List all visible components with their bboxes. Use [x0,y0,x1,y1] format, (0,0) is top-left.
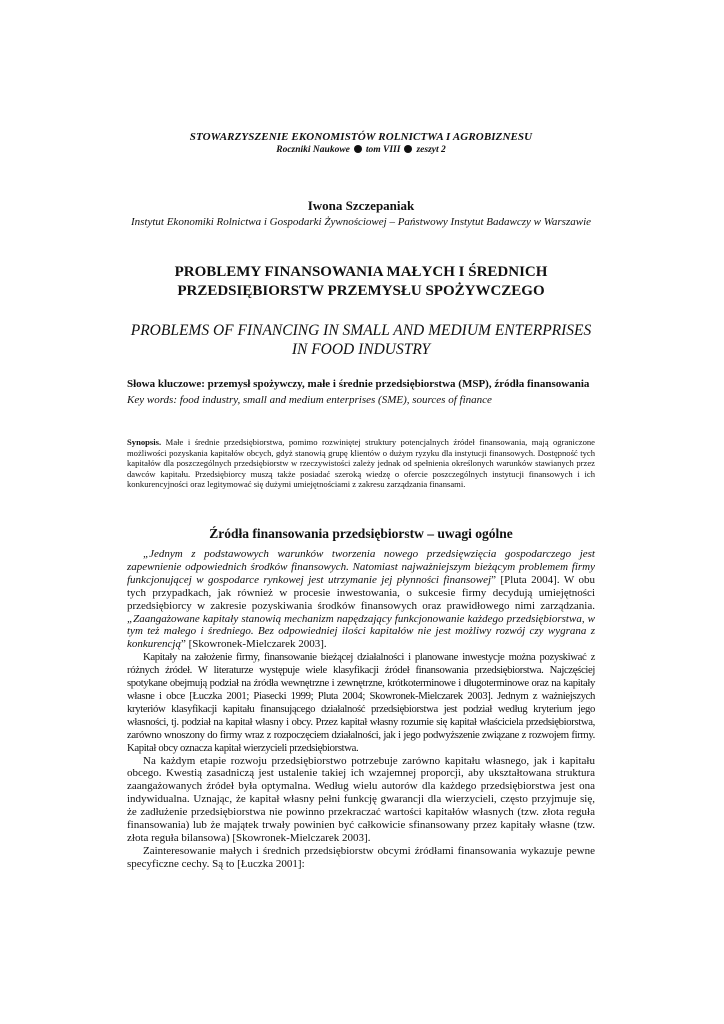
volume: tom VIII [365,145,401,155]
bullet-icon [354,145,362,153]
association-name: STOWARZYSZENIE EKONOMISTÓW ROLNICTWA I AGROBIZNESU [189,131,533,143]
synopsis [127,437,595,490]
bullet-icon [404,145,412,153]
journal-info [127,145,595,155]
paragraph-1-end: ” [Skowronek-Mielczarek 2003]. [180,638,327,651]
keywords-english: Key words: food industry, small and medium enterprises (SME), sources of finance [127,394,492,406]
quote-2: „Zaangażowane kapitały stanowią mechanizm napędzający funkcjonowanie każdego przedsiębiorstwa, w tym też małego i średniego. Bez odpowiedniej ilości kapitałów nie jest możliwy rozwój czy wygrana z konkurencją [127,612,595,651]
keywords [127,378,595,407]
paragraph-1 [127,548,595,651]
title-polish: PROBLEMY FINANSOWANIA MAŁYCH I ŚREDNICH PRZEDSIĘBIORSTW PRZEMYSŁU SPOŻYWCZEGO [174,264,548,299]
author-name: Iwona Szczepaniak [307,198,415,213]
synopsis-label: Synopsis. [127,437,162,447]
keywords-polish: Słowa kluczowe: przemysł spożywczy, małe i średnie przedsiębiorstwa (MSP), źródła finansowania [127,378,590,390]
paragraph-1-text: ” [Pluta 2004]. W obu tych przypadkach, jak również w procesie inwestowania, o sukcesie firmy decydują umiejętności przedsiębiorcy w zakresie pozyskiwania środków finansowych oraz prawidłowego nimi zarządzania. [127,573,595,612]
synopsis-text: Małe i średnie przedsiębiorstwa, pomimo rozwiniętej struktury potencjalnych źródeł finansowania, mają ograniczone możliwości pozyskania kapitałów obcych, gdyż stanowią grupę klientów o dużym ryzyku dla instytucji finansowych. Dostępność tych kapitałów dla poszczególnych przedsiębiorstw w rzeczywistości zależy jednak od spełnienia określonych warunków stawianych przez dawców kapitału. Przedsiębiorcy muszą także posiadać szeroką wiedzę o ofercie poszczególnych instytucji finansowych i ich konkurencyjności oraz legitymować się dużymi umiejętnościami z zakresu zarządzania finansami. [127,437,595,490]
quote-1: „Jednym z podstawowych warunków tworzenia nowego przedsięwzięcia gospodarczego jest zapewnienie odpowiednich środków finansowych. Natomiast najważniejszym bieżącym problemem firmy funkcjonującej w gospodarce rynkowej jest utrzymanie jej płynności finansowej [127,548,595,586]
issue: zeszyt 2 [416,145,446,155]
title-english: PROBLEMS OF FINANCING IN SMALL AND MEDIUM ENTERPRISES IN FOOD INDUSTRY [130,322,592,358]
paragraph-3: Na każdym etapie rozwoju przedsiębiorstwo potrzebuje zarówno kapitału własnego, jak i kapitału obcego. Kwestią zasadniczą jest ustalenie takiej ich wzajemnej proporcji, aby ukształtowana struktura zaangażowanych źródeł była optymalna. Według wielu autorów dla każdego przedsiębiorstwa jest ona indywidualna. Uznając, że kapitał własny pełni funkcję gwarancji dla wierzycieli, często przyjmuje się, że zadłużenie przedsiębiorstwa nie powinno przekraczać wartości kapitałów własnych (tzw. złota reguła finansowania) lub że majątek trwały powinien być całkowicie sfinansowany przez kapitały własne (tzw. złota reguła bilansowa) [Skowronek-Mielczarek 2003]. [127,754,595,844]
running-header [127,131,595,155]
section-title: Źródła finansowania przedsiębiorstw – uwagi ogólne [209,526,513,541]
author-affiliation: Instytut Ekonomiki Rolnictwa i Gospodarki Żywnościowej – Państwowy Instytut Badawczy w Warszawie [130,216,592,228]
paragraph-2: Kapitały na założenie firmy, finansowanie bieżącej działalności i planowane inwestycje można pozyskiwać z różnych źródeł. W literaturze występuje wiele klasyfikacji źródeł finansowania przedsiębiorstwa. Najczęściej spotykane obejmują podział na źródła wewnętrzne i zewnętrzne, krótkoterminowe i długoterminowe oraz na kapitały własne i obce [Łuczka 2001; Piasecki 1999; Pluta 2004; Skowronek-Mielczarek 2003]. Jednym z ważniejszych kryteriów klasyfikacji kapitału finansującego działalność przedsiębiorstwa jest podział według kryterium jego własności, tj. podział na kapitał własny i obcy. Przez kapitał własny rozumie się kapitał właściciela przedsiębiorstwa, zarówno wnoszony do firmy wraz z rozpoczęciem działalności, jak i jego podwyższenie związane z rozwojem firmy. Kapitał obcy oznacza kapitał wierzycieli przedsiębiorstwa. [127,651,595,754]
section-body [127,548,595,871]
journal-name: Roczniki Naukowe [276,145,350,155]
paragraph-4: Zainteresowanie małych i średnich przedsiębiorstw obcymi źródłami finansowania wykazuje pewne specyficzne cechy. Są to [Łuczka 2001]: [127,844,595,870]
